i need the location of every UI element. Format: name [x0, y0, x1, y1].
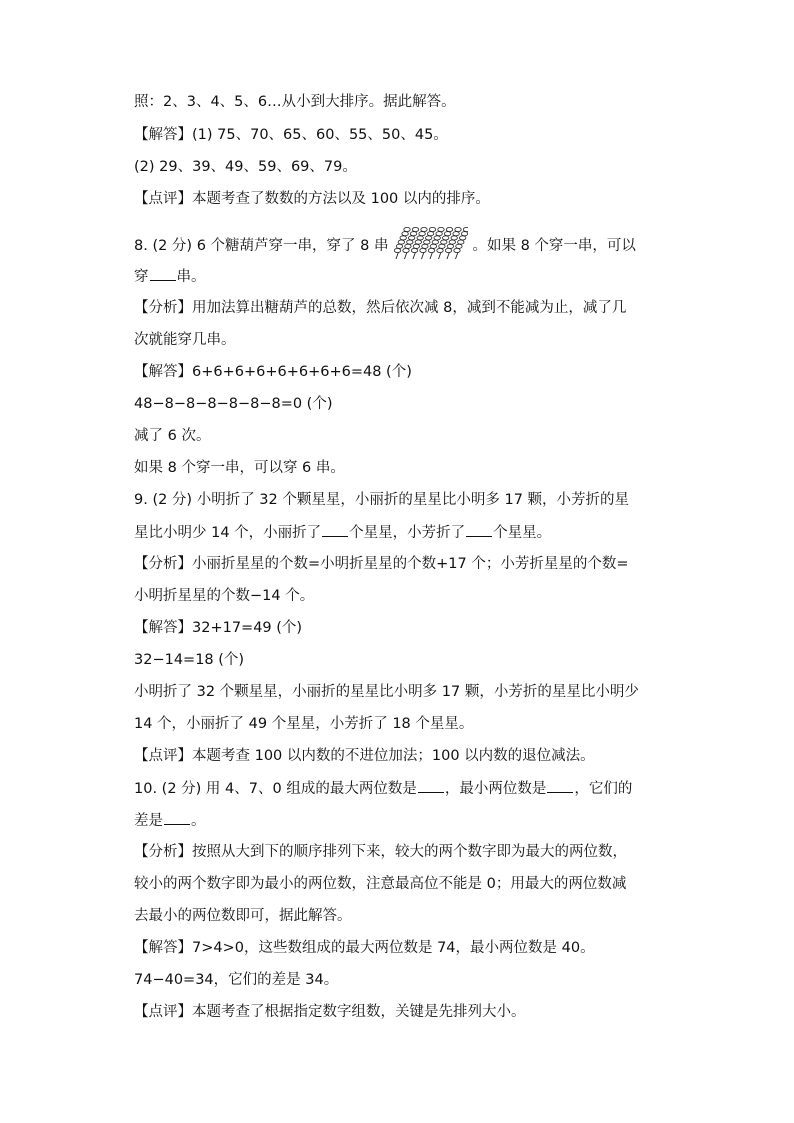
answer-line: 14 个，小丽折了 49 个星星，小芳折了 18 个星星。 [134, 716, 474, 732]
candied-haws-icon [392, 226, 468, 266]
answer-blank[interactable] [164, 810, 190, 825]
question-9: 9. (2 分) 小明折了 32 个颗星星，小丽折的星星比小明多 17 颗，小芳折的星 [134, 492, 630, 508]
answer-line: 74−40=34，它们的差是 34。 [134, 972, 339, 988]
question-8-line2: 穿 串。 [134, 266, 206, 287]
answer-line: 【解答】7>4>0，这些数组成的最大两位数是 74，最小两位数是 40。 [134, 940, 595, 956]
answer-line: 【解答】6+6+6+6+6+6+6+6=48 (个) [134, 364, 412, 380]
question-10-line2: 差是 。 [134, 810, 206, 831]
answer-line: 【解答】32+17=49 (个) [134, 620, 303, 636]
comment-line: 【点评】本题考查了根据指定数字组数，关键是先排列大小。 [134, 1004, 526, 1020]
answer-line: 【解答】(1) 75、70、65、60、55、50、45。 [134, 127, 448, 143]
answer-blank[interactable] [547, 778, 573, 793]
analysis-line: 较小的两个数字即为最小的两位数，注意最高位不能是 0；用最大的两位数减 [134, 876, 627, 892]
answer-blank[interactable] [322, 522, 348, 537]
question-9-line2: 星比小明少 14 个，小丽折了 个星星，小芳折了 个星星。 [134, 522, 551, 543]
analysis-line: 【分析】小丽折星星的个数=小明折星星的个数+17 个；小芳折星星的个数= [134, 556, 629, 572]
answer-blank[interactable] [150, 266, 176, 281]
analysis-line: 去最小的两位数即可，据此解答。 [134, 908, 352, 924]
question-8 [134, 226, 636, 266]
answer-line: (2) 29、39、49、59、69、79。 [134, 159, 357, 175]
answer-blank[interactable] [418, 778, 444, 793]
comment-line: 【点评】本题考查 100 以内数的不进位加法；100 以内数的退位减法。 [134, 748, 595, 764]
answer-line: 48−8−8−8−8−8−8=0 (个) [134, 396, 333, 412]
analysis-line: 【分析】按照从大到下的顺序排列下来，较大的两个数字即为最大的两位数， [134, 844, 627, 860]
question-8-text: 8. (2 分) 6 个糖葫芦穿一串，穿了 8 串 [134, 238, 389, 254]
analysis-line: 【分析】用加法算出糖葫芦的总数，然后依次减 8，减到不能减为止，减了几 [134, 300, 627, 316]
answer-line: 减了 6 次。 [134, 428, 211, 444]
comment-line: 【点评】本题考查了数数的方法以及 100 以内的排序。 [134, 191, 490, 207]
question-10: 10. (2 分) 用 4、7、0 组成的最大两位数是 ，最小两位数是 ，它们的 [134, 778, 632, 799]
answer-line: 小明折了 32 个颗星星，小丽折的星星比小明多 17 颗，小芳折的星星比小明少 [134, 684, 639, 700]
answer-line: 32−14=18 (个) [134, 652, 245, 668]
analysis-line: 小明折星星的个数−14 个。 [134, 588, 315, 604]
answer-line: 如果 8 个穿一串，可以穿 6 串。 [134, 460, 345, 476]
answer-blank[interactable] [466, 522, 492, 537]
analysis-line: 次就能穿几串。 [134, 332, 236, 348]
text-line: 照：2、3、4、5、6…从小到大排序。据此解答。 [134, 94, 456, 110]
question-8-text-cont: 。如果 8 个穿一串，可以 [472, 238, 636, 254]
